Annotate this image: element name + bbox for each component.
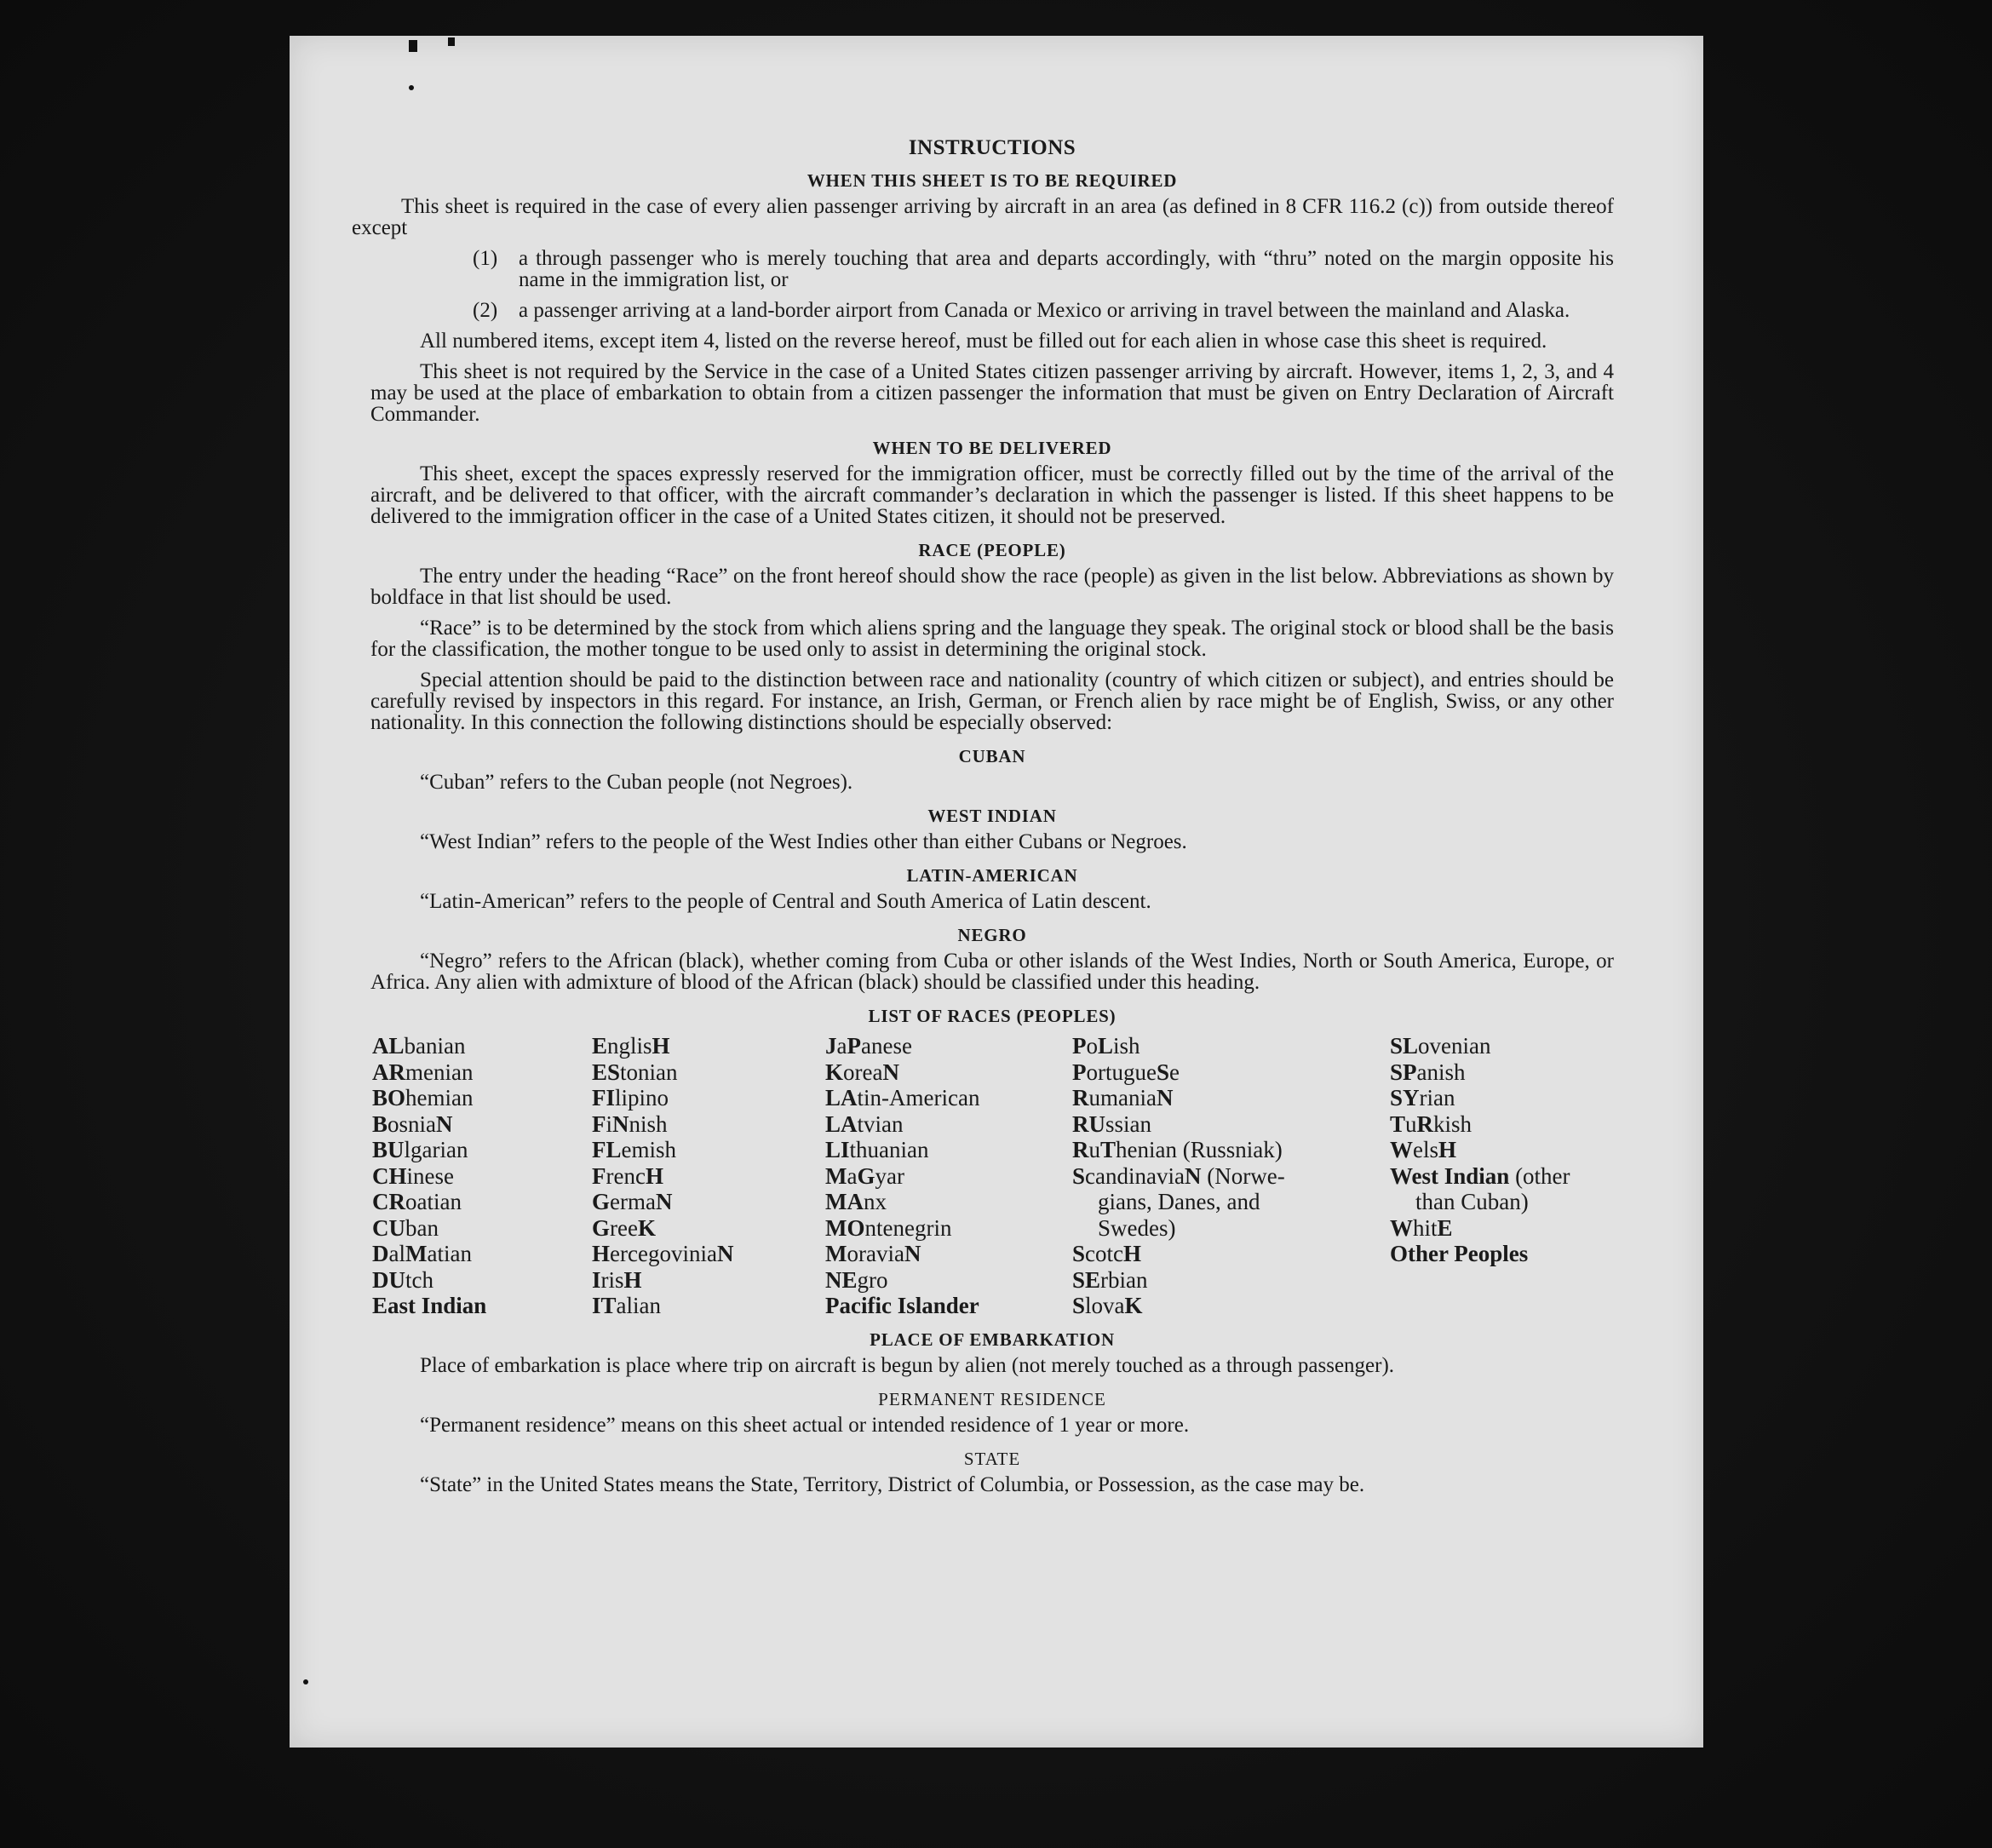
race-abbrev: F	[592, 1162, 606, 1189]
race-abbrev: E	[592, 1033, 608, 1059]
race-abbrev: FL	[592, 1137, 622, 1162]
race-text: nglis	[607, 1033, 652, 1059]
race-text: nish	[629, 1111, 668, 1137]
race-text: oatian	[405, 1189, 462, 1214]
race-abbrev: Other Peoples	[1390, 1241, 1529, 1266]
race-entry	[825, 1293, 1072, 1319]
race-text: ban	[405, 1214, 439, 1241]
race-abbrev: DU	[372, 1266, 405, 1293]
race-column	[825, 1033, 1072, 1319]
race-abbrev: N	[655, 1189, 673, 1214]
exception-number: (2)	[473, 299, 498, 322]
race-entry	[1390, 1059, 1616, 1086]
race-text: e	[1169, 1059, 1180, 1085]
race-abbrev: M	[405, 1241, 428, 1266]
race-abbrev: H	[1438, 1137, 1457, 1162]
race-abbrev: P	[1072, 1033, 1087, 1059]
race-text: candinavia	[1085, 1162, 1185, 1189]
race-text: tonian	[620, 1059, 678, 1085]
race-list	[372, 1033, 1614, 1319]
race-text: lipino	[615, 1085, 669, 1111]
heading-list-of-races: LIST OF RACES (PEOPLES)	[868, 1006, 1117, 1026]
race-text: lova	[1085, 1293, 1125, 1318]
race-text: ish	[1113, 1033, 1140, 1059]
race-abbrev: AL	[372, 1033, 405, 1059]
race-entry	[825, 1189, 1072, 1215]
race-text: ntenegrin	[864, 1214, 952, 1241]
race-text: (Norwe-	[1201, 1162, 1285, 1189]
race-text: atian	[427, 1241, 472, 1266]
heading-race: RACE (PEOPLE)	[918, 540, 1066, 560]
race-entry	[1072, 1241, 1328, 1267]
race-text: than Cuban)	[1415, 1189, 1529, 1214]
race-text: erma	[610, 1189, 656, 1214]
race-abbrev: CU	[372, 1214, 405, 1241]
race-entry	[1390, 1189, 1616, 1215]
race-text: ortugue	[1086, 1059, 1157, 1085]
race-column	[1072, 1033, 1328, 1319]
instructions-content	[352, 95, 1614, 1505]
exception-text: a through passenger who is merely touching that area and departs accordingly, with “thru” noted on the margin opposite his name in the immigration list, or	[519, 247, 1614, 291]
race-entry	[825, 1111, 1072, 1138]
speck-mark	[409, 85, 414, 90]
race-entry	[592, 1111, 825, 1138]
race-text: gro	[857, 1266, 888, 1293]
race-paragraph-1: The entry under the heading “Race” on the front hereof should show the race (people) as given in the list below. Abbreviations as shown by boldface in that list should be used.	[370, 565, 1614, 609]
race-entry	[592, 1293, 825, 1319]
race-entry	[592, 1215, 825, 1242]
race-entry	[1072, 1111, 1328, 1138]
race-entry	[372, 1111, 592, 1138]
race-text: anish	[1416, 1059, 1466, 1085]
race-abbrev: FI	[592, 1085, 615, 1111]
race-abbrev: M	[825, 1162, 847, 1189]
race-text: hemian	[405, 1085, 474, 1111]
heading-place-of-embarkation: PLACE OF EMBARKATION	[870, 1329, 1115, 1350]
race-abbrev: H	[645, 1162, 663, 1189]
race-text: henian (Russniak)	[1116, 1137, 1283, 1162]
race-entry	[592, 1241, 825, 1267]
race-abbrev: F	[592, 1111, 606, 1137]
race-entry	[825, 1267, 1072, 1294]
race-column	[592, 1033, 825, 1319]
race-abbrev: MO	[825, 1214, 865, 1241]
race-entry	[372, 1163, 592, 1190]
race-text: anese	[860, 1033, 912, 1059]
race-abbrev: LI	[825, 1137, 850, 1162]
race-column	[372, 1033, 592, 1319]
race-paragraph-2: “Race” is to be determined by the stock from which aliens spring and the language they speak. The original stock or blood shall be the basis for the classification, the mother tongue to be used only to assist in determining the original stock.	[370, 617, 1614, 661]
race-entry	[825, 1241, 1072, 1267]
race-entry	[825, 1059, 1072, 1086]
race-entry	[372, 1085, 592, 1111]
race-text: a	[836, 1033, 847, 1059]
punch-mark	[409, 40, 417, 52]
race-abbrev: S	[1072, 1241, 1086, 1266]
race-entry	[1072, 1267, 1328, 1294]
race-entry	[1390, 1085, 1616, 1111]
race-abbrev: N	[882, 1059, 899, 1085]
race-abbrev: W	[1390, 1214, 1413, 1241]
race-text: ree	[610, 1214, 638, 1241]
race-text: orea	[843, 1059, 883, 1085]
required-intro-text: This sheet is required in the case of every alien passenger arriving by aircraft in an area (as defined in 8 CFR 116.2 (c)) from outside thereof except	[352, 195, 1614, 239]
race-text: umania	[1088, 1085, 1157, 1111]
race-text: osnia	[387, 1111, 437, 1137]
race-abbrev: NE	[825, 1266, 858, 1293]
race-abbrev: S	[1156, 1059, 1170, 1085]
race-abbrev: P	[1072, 1059, 1087, 1085]
race-abbrev: ES	[592, 1059, 621, 1085]
race-entry	[372, 1137, 592, 1163]
race-entry	[592, 1189, 825, 1215]
race-abbrev: H	[1123, 1241, 1142, 1266]
race-abbrev: G	[857, 1162, 875, 1189]
race-text: thuanian	[849, 1137, 929, 1162]
race-text: al	[388, 1241, 405, 1266]
race-text: banian	[404, 1033, 466, 1059]
race-entry	[1390, 1111, 1616, 1138]
race-text: kish	[1433, 1111, 1472, 1137]
race-abbrev: Pacific Islander	[825, 1293, 979, 1318]
race-text: oravia	[847, 1241, 904, 1266]
race-abbrev: East Indian	[372, 1293, 487, 1318]
heading-latin-american: LATIN-AMERICAN	[906, 865, 1078, 886]
race-entry	[1390, 1241, 1616, 1267]
race-entry	[592, 1267, 825, 1294]
exception-item-1	[473, 248, 1614, 290]
west-indian-paragraph: “West Indian” refers to the people of the West Indies other than either Cubans or Negroes.	[420, 830, 1187, 853]
heading-cuban: CUBAN	[958, 746, 1026, 766]
punch-mark	[448, 37, 455, 46]
race-abbrev: D	[372, 1241, 389, 1266]
heading-negro: NEGRO	[957, 925, 1027, 945]
race-text: alian	[616, 1293, 662, 1318]
race-entry	[1390, 1137, 1616, 1163]
race-entry	[1072, 1215, 1328, 1242]
race-abbrev: S	[1072, 1293, 1086, 1318]
race-text: ris	[600, 1266, 624, 1293]
race-entry	[1072, 1189, 1328, 1215]
heading-permanent-residence: PERMANENT RESIDENCE	[878, 1388, 1106, 1409]
race-abbrev: SL	[1390, 1033, 1419, 1059]
race-text: a	[847, 1162, 858, 1189]
race-abbrev: G	[592, 1214, 611, 1241]
race-abbrev: N	[716, 1241, 734, 1266]
race-text: (other	[1509, 1162, 1570, 1189]
race-abbrev: LA	[825, 1111, 858, 1137]
race-abbrev: B	[372, 1111, 388, 1137]
race-text: hit	[1413, 1214, 1438, 1241]
race-entry	[372, 1059, 592, 1086]
race-entry	[825, 1033, 1072, 1059]
race-abbrev: L	[1098, 1033, 1114, 1059]
race-abbrev: R	[1072, 1137, 1089, 1162]
race-abbrev: W	[1390, 1137, 1413, 1162]
race-entry	[372, 1267, 592, 1294]
numbered-items-paragraph: All numbered items, except item 4, listed on the reverse hereof, must be filled out for each alien in whose case this sheet is required.	[420, 330, 1547, 353]
race-text: tch	[405, 1266, 433, 1293]
race-text: emish	[621, 1137, 677, 1162]
page-title: INSTRUCTIONS	[908, 136, 1076, 159]
race-abbrev: H	[652, 1033, 670, 1059]
race-abbrev: CH	[372, 1162, 407, 1189]
race-entry	[1390, 1215, 1616, 1242]
race-entry	[1072, 1033, 1328, 1059]
race-text: tin-American	[857, 1085, 980, 1111]
race-entry	[1072, 1059, 1328, 1086]
exception-item-2	[473, 300, 1614, 321]
race-abbrev: K	[637, 1214, 656, 1241]
race-abbrev: G	[592, 1189, 611, 1214]
heading-when-delivered: WHEN TO BE DELIVERED	[872, 438, 1112, 458]
race-abbrev: I	[592, 1266, 601, 1293]
race-abbrev: IT	[592, 1293, 617, 1318]
race-text: ercegovinia	[610, 1241, 717, 1266]
residence-paragraph: “Permanent residence” means on this sheet actual or intended residence of 1 year or more.	[420, 1413, 1190, 1437]
race-abbrev: H	[592, 1241, 611, 1266]
race-abbrev: N	[1156, 1085, 1174, 1111]
heading-when-required: WHEN THIS SHEET IS TO BE REQUIRED	[807, 170, 1178, 191]
exception-text: a passenger arriving at a land-border airport from Canada or Mexico or arriving in travel between the mainland and Alaska.	[519, 299, 1570, 322]
race-abbrev: N	[436, 1111, 453, 1137]
race-abbrev: BU	[372, 1137, 405, 1162]
race-entry	[372, 1215, 592, 1242]
race-abbrev: N	[612, 1111, 629, 1137]
race-abbrev: RU	[1072, 1111, 1105, 1137]
race-entry	[825, 1215, 1072, 1242]
race-abbrev: P	[847, 1033, 861, 1059]
race-text: ovenian	[1418, 1033, 1491, 1059]
race-entry	[592, 1059, 825, 1086]
race-abbrev: SP	[1390, 1059, 1417, 1085]
race-abbrev: N	[904, 1241, 921, 1266]
race-text: gians, Danes, and	[1098, 1189, 1260, 1214]
race-entry	[592, 1137, 825, 1163]
race-text: renc	[606, 1162, 646, 1189]
race-text: o	[1086, 1033, 1098, 1059]
race-abbrev: T	[1100, 1137, 1117, 1162]
heading-state: STATE	[963, 1448, 1021, 1469]
negro-paragraph: “Negro” refers to the African (black), whether coming from Cuba or other islands of the West Indies, North or South America, Europe, or Africa. Any alien with admixture of blood of the African (black) should be classified under this heading.	[370, 950, 1614, 994]
heading-west-indian: WEST INDIAN	[927, 806, 1057, 826]
race-abbrev: K	[825, 1059, 844, 1085]
race-entry	[1072, 1137, 1328, 1163]
race-text: tvian	[857, 1111, 904, 1137]
race-entry	[1072, 1085, 1328, 1111]
race-abbrev: AR	[372, 1059, 405, 1085]
race-text: yar	[875, 1162, 904, 1189]
race-entry	[592, 1033, 825, 1059]
race-text: u	[1088, 1137, 1100, 1162]
race-entry	[372, 1241, 592, 1267]
race-abbrev: R	[1072, 1085, 1089, 1111]
race-text: Swedes)	[1098, 1214, 1176, 1241]
race-entry	[1072, 1163, 1328, 1190]
race-entry	[825, 1137, 1072, 1163]
race-entry	[592, 1085, 825, 1111]
race-text: rian	[1419, 1085, 1455, 1111]
race-paragraph-3: Special attention should be paid to the distinction between race and nationality (country of which citizen or subject), and entries should be carefully revised by inspectors in this regard. For instance, an Irish, German, or French alien by race might be of English, Swiss, or any other nationality. In this connection the following distinctions should be especially observed:	[370, 669, 1614, 734]
race-text: cotc	[1085, 1241, 1124, 1266]
speck-mark	[303, 1679, 308, 1684]
race-abbrev: LA	[825, 1085, 858, 1111]
race-text: els	[1413, 1137, 1438, 1162]
race-abbrev: K	[1124, 1293, 1143, 1318]
race-abbrev: E	[1437, 1214, 1453, 1241]
race-entry	[372, 1033, 592, 1059]
race-text: i	[606, 1111, 613, 1137]
race-entry	[592, 1163, 825, 1190]
race-text: lgarian	[404, 1137, 468, 1162]
citizen-paragraph: This sheet is not required by the Service in the case of a United States citizen passenger arriving by aircraft. However, items 1, 2, 3, and 4 may be used at the place of embarkation to obtain from a citizen passenger the information that must be given on Entry Declaration of Aircraft Commander.	[370, 360, 1614, 426]
race-text: u	[1405, 1111, 1417, 1137]
cuban-paragraph: “Cuban” refers to the Cuban people (not Negroes).	[420, 771, 853, 794]
race-entry	[825, 1163, 1072, 1190]
document-page	[290, 36, 1703, 1748]
race-abbrev: N	[1184, 1162, 1202, 1189]
latin-american-paragraph: “Latin-American” refers to the people of Central and South America of Latin descent.	[420, 890, 1151, 913]
race-abbrev: CR	[372, 1189, 405, 1214]
race-entry	[1072, 1293, 1328, 1319]
race-abbrev: S	[1072, 1162, 1086, 1189]
race-text: rbian	[1100, 1266, 1148, 1293]
race-abbrev: M	[825, 1241, 847, 1266]
race-abbrev: H	[623, 1266, 642, 1293]
embarkation-paragraph: Place of embarkation is place where trip on aircraft is begun by alien (not merely touched as a through passenger).	[420, 1353, 1395, 1377]
race-abbrev: MA	[825, 1189, 864, 1214]
race-entry	[372, 1293, 592, 1319]
state-paragraph: “State” in the United States means the State, Territory, District of Columbia, or Possession, as the case may be.	[420, 1472, 1365, 1496]
race-entry	[372, 1189, 592, 1215]
race-abbrev: SY	[1390, 1085, 1420, 1111]
race-entry	[1390, 1033, 1616, 1059]
race-abbrev: T	[1390, 1111, 1406, 1137]
exception-number: (1)	[473, 247, 498, 270]
race-text: ssian	[1105, 1111, 1151, 1137]
race-text: nx	[863, 1189, 887, 1214]
race-column	[1390, 1033, 1616, 1319]
race-abbrev: R	[1416, 1111, 1434, 1137]
race-text: menian	[405, 1059, 474, 1085]
delivered-paragraph: This sheet, except the spaces expressly reserved for the immigration officer, must be correctly filled out by the time of the arrival of the aircraft, and be delivered to that officer, with the aircraft commander’s declaration in which the passenger is listed. If this sheet happens to be delivered to the immigration officer in the case of a United States citizen, it should not be preserved.	[370, 462, 1614, 528]
race-text: inese	[406, 1162, 454, 1189]
required-intro	[352, 196, 1614, 238]
race-abbrev: West Indian	[1390, 1162, 1510, 1189]
race-entry	[1390, 1163, 1616, 1190]
race-abbrev: J	[825, 1033, 837, 1059]
race-abbrev: BO	[372, 1085, 406, 1111]
race-abbrev: SE	[1072, 1266, 1101, 1293]
race-entry	[825, 1085, 1072, 1111]
